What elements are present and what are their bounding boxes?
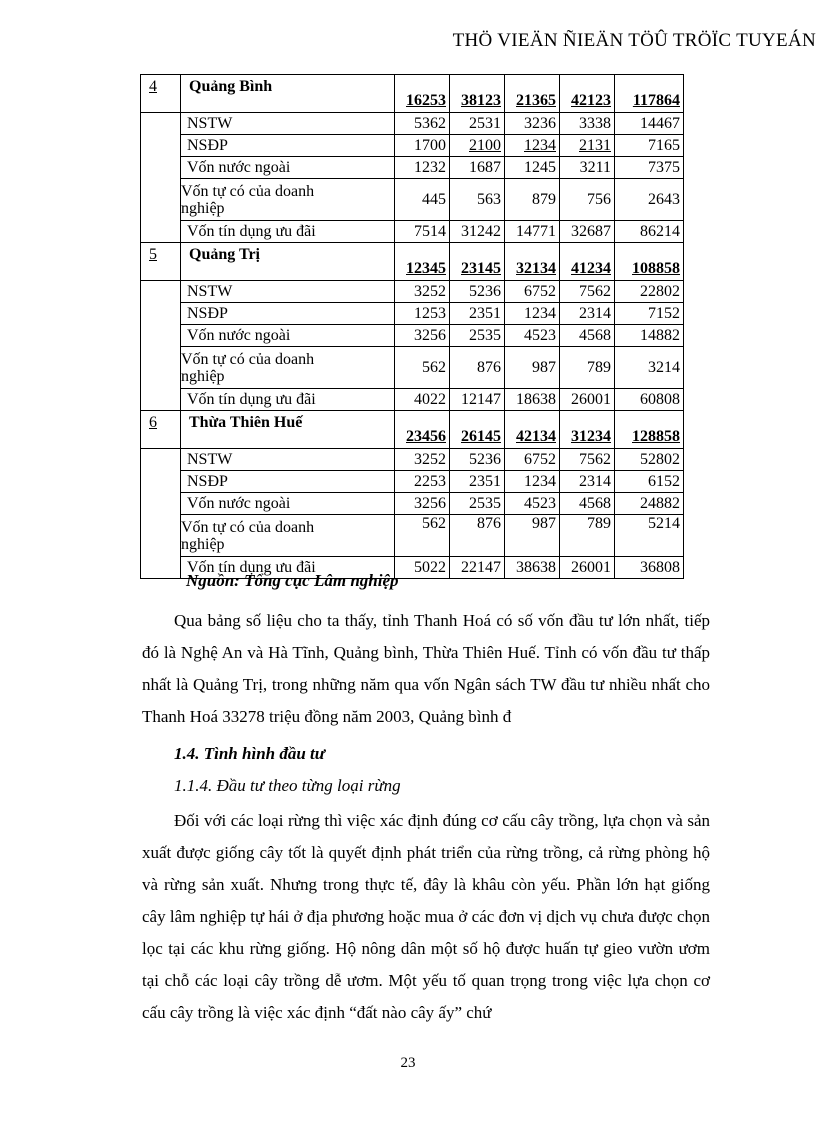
table-cell: 5362: [395, 113, 450, 135]
table-cell: 38123: [450, 75, 505, 113]
row-label: [181, 515, 395, 557]
province-name: Quảng Trị: [181, 243, 395, 281]
table-row: [141, 493, 684, 515]
table-cell: 5236: [450, 449, 505, 471]
table-cell: 7514: [395, 221, 450, 243]
table-cell: 7375: [615, 157, 684, 179]
table-cell: 38638: [505, 557, 560, 579]
table-row-province: [141, 75, 684, 113]
table-cell: 7562: [560, 281, 615, 303]
table-cell: 789: [560, 515, 615, 557]
row-label: NSĐP: [181, 135, 395, 157]
table-cell: 42134: [505, 411, 560, 449]
table-cell: 4523: [505, 493, 560, 515]
table-cell: 4523: [505, 325, 560, 347]
table-cell: 756: [560, 179, 615, 221]
table-cell: 1245: [505, 157, 560, 179]
table-cell: 789: [560, 347, 615, 389]
table-cell: 128858: [615, 411, 684, 449]
row-label-line: nghiệp: [181, 535, 225, 553]
table-cell: 2253: [395, 471, 450, 493]
table-cell: 7165: [615, 135, 684, 157]
table-cell: 562: [395, 515, 450, 557]
table-cell: 2531: [450, 113, 505, 135]
table-cell: 876: [450, 347, 505, 389]
table-cell: 876: [450, 515, 505, 557]
province-name: Quảng Bình: [181, 75, 395, 113]
table-row: [141, 449, 684, 471]
table-cell: 6752: [505, 281, 560, 303]
table-row: [141, 113, 684, 135]
table-cell: 18638: [505, 389, 560, 411]
table-cell: 563: [450, 179, 505, 221]
table-cell: 4568: [560, 325, 615, 347]
table-cell: 3214: [615, 347, 684, 389]
table-cell: 3252: [395, 281, 450, 303]
table-cell: 22147: [450, 557, 505, 579]
table-cell: 52802: [615, 449, 684, 471]
row-label: NSĐP: [181, 471, 395, 493]
table-row: [141, 221, 684, 243]
table-row: [141, 347, 684, 389]
table-cell: 1687: [450, 157, 505, 179]
row-index: 4: [141, 75, 181, 113]
table-cell: 6152: [615, 471, 684, 493]
table-cell: 5022: [395, 557, 450, 579]
table-row: [141, 179, 684, 221]
table-cell: 26001: [560, 557, 615, 579]
table-cell: 5214: [615, 515, 684, 557]
table-cell: 3256: [395, 493, 450, 515]
table-cell: 26145: [450, 411, 505, 449]
table-cell: 7562: [560, 449, 615, 471]
table-cell: 2535: [450, 493, 505, 515]
library-header: THÖ VIEÄN ÑIEÄN TÖÛ TRÖÏC TUYEÁN: [452, 30, 816, 51]
table-row: [141, 325, 684, 347]
table-cell: 41234: [560, 243, 615, 281]
page-number: 23: [400, 1055, 416, 1071]
table-cell: 14771: [505, 221, 560, 243]
table-row: [141, 135, 684, 157]
table-cell: 987: [505, 347, 560, 389]
table-cell: 2643: [615, 179, 684, 221]
row-label: NSTW: [181, 113, 395, 135]
section-heading: 1.4. Tình hình đầu tư: [174, 744, 325, 763]
table-cell: 32134: [505, 243, 560, 281]
table-cell: 12147: [450, 389, 505, 411]
row-label-line: Vốn tự có của doanh: [181, 182, 315, 200]
row-label-line: Vốn tự có của doanh: [181, 518, 315, 536]
table-cell: 22802: [615, 281, 684, 303]
table-cell: 879: [505, 179, 560, 221]
row-label: Vốn tín dụng ưu đãi: [181, 557, 395, 579]
table-cell: 2314: [560, 303, 615, 325]
table-cell: 1253: [395, 303, 450, 325]
province-name: Thừa Thiên Huế: [181, 411, 395, 449]
table-cell: 2351: [450, 471, 505, 493]
table-cell: [505, 135, 560, 157]
table-cell: 3338: [560, 113, 615, 135]
table-cell: 108858: [615, 243, 684, 281]
table-row: [141, 471, 684, 493]
row-label-line: nghiệp: [181, 199, 225, 217]
table-cell: 31242: [450, 221, 505, 243]
row-label: NSTW: [181, 281, 395, 303]
row-label: Vốn tín dụng ưu đãi: [181, 389, 395, 411]
row-label: Vốn nước ngoài: [181, 157, 395, 179]
table-cell: 4022: [395, 389, 450, 411]
table-cell: 3252: [395, 449, 450, 471]
table-cell: 24882: [615, 493, 684, 515]
table-cell: 2351: [450, 303, 505, 325]
table-cell: [450, 135, 505, 157]
table-cell: 1700: [395, 135, 450, 157]
table-cell: 32687: [560, 221, 615, 243]
table-cell: 562: [395, 347, 450, 389]
row-index-blank: [141, 449, 181, 579]
table-cell: 14467: [615, 113, 684, 135]
table-cell: 16253: [395, 75, 450, 113]
table-cell: 21365: [505, 75, 560, 113]
body-paragraph: Đối với các loại rừng thì việc xác định đúng cơ cấu cây trồng, lựa chọn và sản xuất được giống cây tốt là quyết định phát triển của rừng trồng, cả rừng phòng hộ và rừng sản xuất. Nhưng trong thực tế, đây là khâu còn yếu. Phần lớn hạt giống cây lâm nghiệp tự hái ở địa phương hoặc mua ở các đơn vị dịch vụ chưa được chọn lọc tại các khu rừng giống. Hộ nông dân một số hộ được huấn tự gieo vườn ươm tại chỗ các loại cây trồng dễ ươm. Một yếu tố quan trọng trong việc lựa chọn cơ cấu cây trồng là việc xác định “đất nào cây ấy” chứ: [142, 811, 710, 1022]
row-label: [181, 347, 395, 389]
table-cell: 3256: [395, 325, 450, 347]
table-cell: 1234: [505, 303, 560, 325]
table-cell: 23145: [450, 243, 505, 281]
table-cell: 23456: [395, 411, 450, 449]
table-row: [141, 281, 684, 303]
table-cell: 987: [505, 515, 560, 557]
row-label: Vốn nước ngoài: [181, 493, 395, 515]
table-cell: 445: [395, 179, 450, 221]
table-cell: [560, 135, 615, 157]
table-row: [141, 157, 684, 179]
row-index: 6: [141, 411, 181, 449]
table-row-province: [141, 243, 684, 281]
table-row: [141, 515, 684, 557]
underlined-value: 2100: [469, 137, 501, 154]
row-label: NSĐP: [181, 303, 395, 325]
table-cell: 5236: [450, 281, 505, 303]
row-label-line: Vốn tự có của doanh: [181, 350, 315, 368]
underlined-value: 1234: [524, 137, 556, 154]
table-cell: 3236: [505, 113, 560, 135]
table-cell: 86214: [615, 221, 684, 243]
table-cell: 26001: [560, 389, 615, 411]
table-cell: 7152: [615, 303, 684, 325]
row-label: [181, 179, 395, 221]
table-cell: 60808: [615, 389, 684, 411]
table-row: [141, 389, 684, 411]
table-source-note: Nguồn: Tổng cục Lâm nghiệp: [186, 571, 399, 590]
row-index-blank: [141, 113, 181, 243]
underlined-value: 2131: [579, 137, 611, 154]
table-row-province: [141, 411, 684, 449]
row-label: Vốn tín dụng ưu đãi: [181, 221, 395, 243]
row-index: 5: [141, 243, 181, 281]
table-cell: 2535: [450, 325, 505, 347]
table-cell: 42123: [560, 75, 615, 113]
row-index-blank: [141, 281, 181, 411]
table-cell: 1232: [395, 157, 450, 179]
table-cell: 4568: [560, 493, 615, 515]
table-row: [141, 303, 684, 325]
row-label: NSTW: [181, 449, 395, 471]
table-cell: 36808: [615, 557, 684, 579]
row-label-line: nghiệp: [181, 367, 225, 385]
table-cell: 6752: [505, 449, 560, 471]
table-cell: 31234: [560, 411, 615, 449]
body-paragraph: Qua bảng số liệu cho ta thấy, tỉnh Thanh Hoá có số vốn đầu tư lớn nhất, tiếp đó là Nghệ An và Hà Tĩnh, Quảng bình, Thừa Thiên Huế. Tỉnh có vốn đầu tư thấp nhất là Quảng Trị, trong những năm qua vốn Ngân sách TW đầu tư nhiều nhất cho Thanh Hoá 33278 triệu đồng năm 2003, Quảng bình đ: [142, 611, 710, 726]
subsection-heading: 1.1.4. Đầu tư theo từng loại rừng: [174, 776, 401, 795]
table-cell: 2314: [560, 471, 615, 493]
table-cell: 14882: [615, 325, 684, 347]
table-cell: 12345: [395, 243, 450, 281]
table-cell: 117864: [615, 75, 684, 113]
table-cell: 1234: [505, 471, 560, 493]
row-label: Vốn nước ngoài: [181, 325, 395, 347]
table-cell: 3211: [560, 157, 615, 179]
investment-table: [140, 74, 684, 579]
